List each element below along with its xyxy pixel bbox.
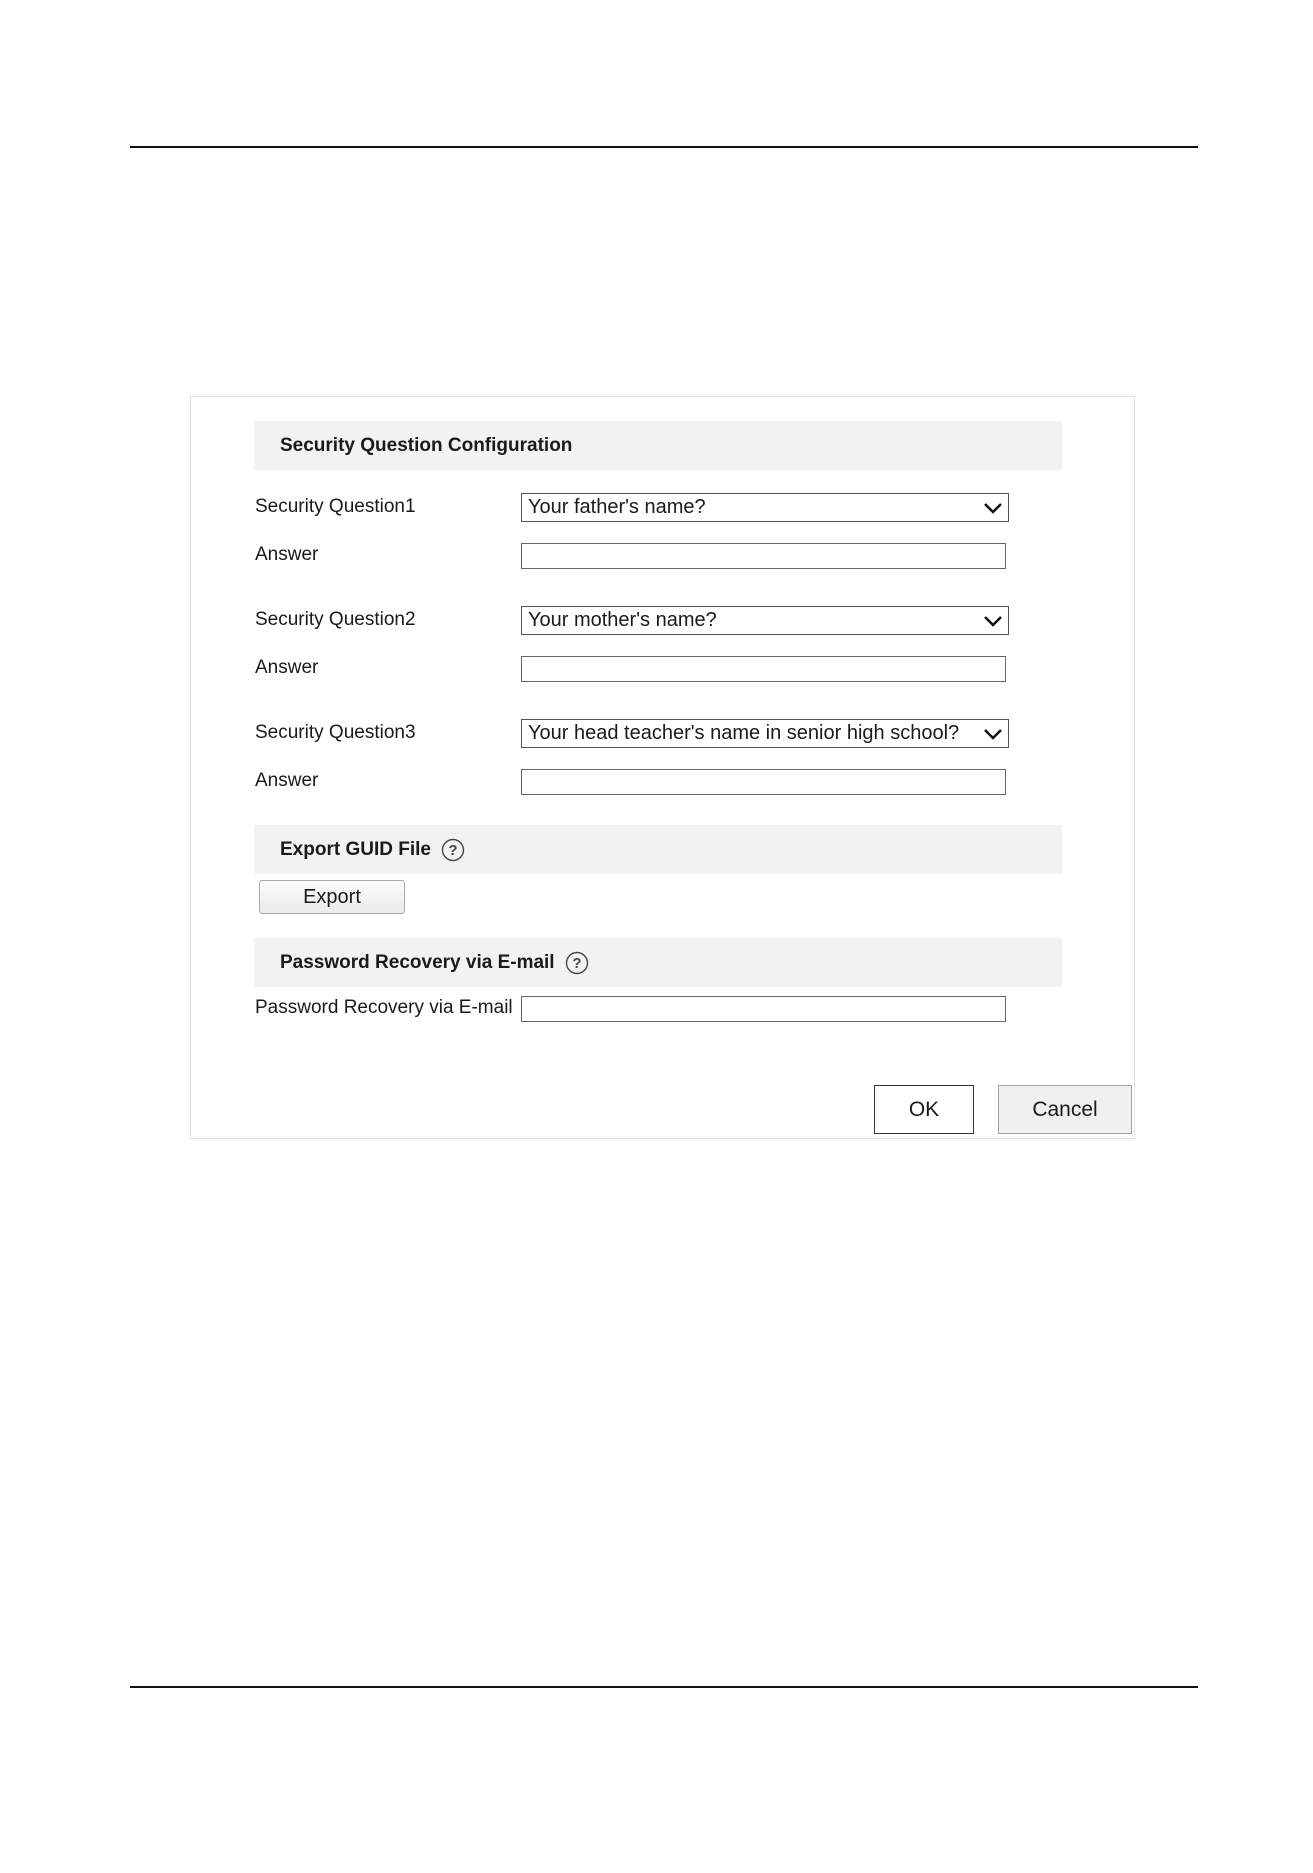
question-circle-icon (565, 951, 589, 975)
security-question2-select[interactable] (521, 606, 1009, 635)
section-header-security-question (254, 421, 1062, 470)
section-title: Security Question Configuration (280, 434, 573, 456)
help-icon[interactable] (441, 838, 465, 862)
answer2-input[interactable] (521, 656, 1006, 682)
page-top-rule (130, 146, 1198, 148)
section-header-password-recovery (254, 938, 1062, 987)
chevron-down-icon (982, 610, 1004, 632)
password-recovery-email-input[interactable] (521, 996, 1006, 1022)
cancel-button[interactable]: Cancel (998, 1085, 1132, 1134)
security-question-dialog (190, 396, 1135, 1139)
security-question3-value: Your head teacher's name in senior high school? (528, 722, 960, 744)
answer1-label: Answer (255, 544, 319, 565)
security-question3-select[interactable] (521, 719, 1009, 748)
chevron-down-icon (982, 723, 1004, 745)
chevron-down-icon (982, 497, 1004, 519)
svg-text:?: ? (448, 841, 458, 859)
question-circle-icon (441, 838, 465, 862)
security-question1-label: Security Question1 (255, 496, 416, 517)
security-question1-select[interactable] (521, 493, 1009, 522)
answer1-input[interactable] (521, 543, 1006, 569)
help-icon[interactable] (565, 951, 589, 975)
security-question2-label: Security Question2 (255, 609, 416, 630)
export-button[interactable]: Export (259, 880, 405, 914)
section-header-export-guid (254, 825, 1062, 874)
section-title: Password Recovery via E-mail (280, 951, 555, 973)
answer3-input[interactable] (521, 769, 1006, 795)
security-question2-value: Your mother's name? (528, 609, 717, 631)
page-bottom-rule (130, 1686, 1198, 1688)
answer2-label: Answer (255, 657, 319, 678)
password-recovery-email-label: Password Recovery via E-mail (255, 997, 513, 1018)
svg-text:?: ? (572, 954, 582, 972)
security-question1-value: Your father's name? (528, 496, 706, 518)
security-question3-label: Security Question3 (255, 722, 416, 743)
section-title: Export GUID File (280, 838, 431, 860)
answer3-label: Answer (255, 770, 319, 791)
ok-button[interactable]: OK (874, 1085, 974, 1134)
